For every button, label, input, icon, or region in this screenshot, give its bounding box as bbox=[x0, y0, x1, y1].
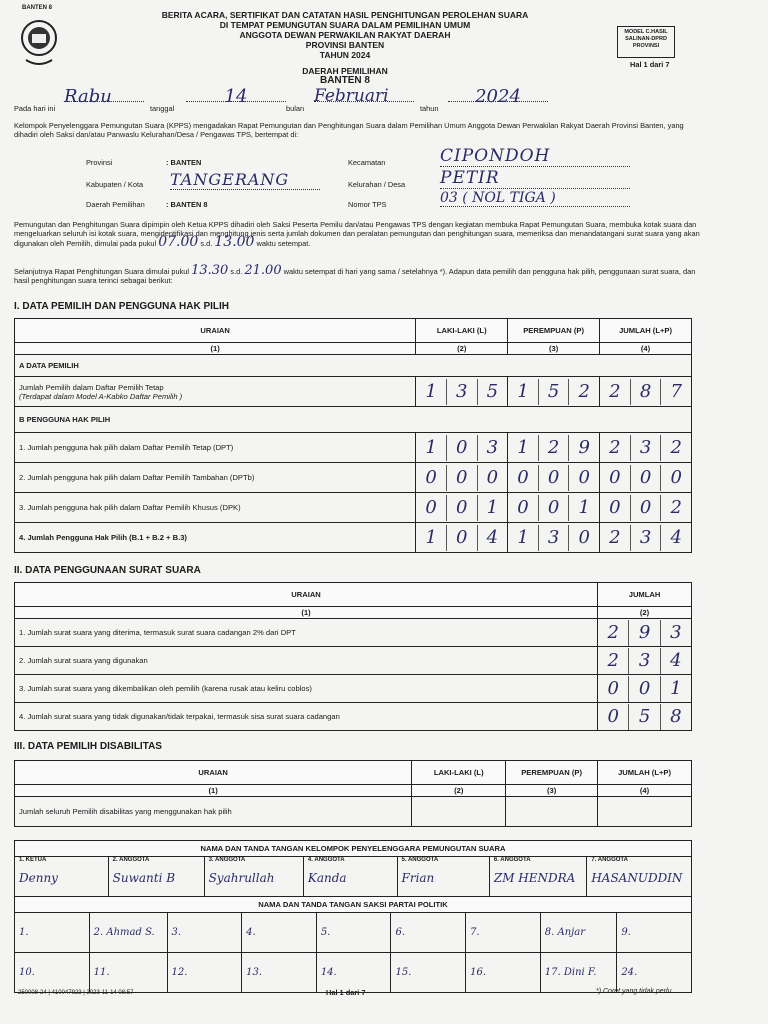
saksi-signature-table bbox=[14, 912, 692, 993]
intro-text: Kelompok Penyelenggara Pemungutan Suara (KPPS) mengadakan Rapat Pemungutan dan Penghitungan Suara dalam Pemilihan Umum Anggota Dewan Perwakilan Rakyat Daerah Provinsi Banten, yang dihadiri oleh Saksi dan/atau Panwaslu Kelurahan/Desa / Pengawas TPS, bertempat di: bbox=[14, 121, 684, 139]
row-b4-p-digits bbox=[508, 525, 599, 551]
page-number-top: Hal 1 dari 7 bbox=[630, 60, 670, 69]
paragraph-1 bbox=[14, 220, 704, 248]
kpps-role: 7. ANGGOTA bbox=[591, 857, 628, 863]
ss-row1-value bbox=[598, 619, 692, 647]
dapil-value: : BANTEN 8 bbox=[166, 200, 208, 209]
row-b1-l bbox=[416, 433, 508, 463]
kpps-role: 3. ANGGOTA bbox=[208, 857, 246, 863]
row-b1-label: 1. Jumlah pengguna hak pilih dalam Daftar Pemilih Tetap (DPT) bbox=[15, 433, 416, 463]
saksi-cell: 24. bbox=[617, 953, 692, 993]
row-b3-l bbox=[416, 493, 508, 523]
header-line-4: PROVINSI BANTEN bbox=[305, 40, 385, 50]
saksi-cell: 5. bbox=[316, 913, 391, 953]
digit-box: 3 bbox=[630, 525, 661, 551]
table-row bbox=[15, 647, 692, 675]
paragraph-2 bbox=[14, 263, 704, 285]
row-b3-label: 3. Jumlah pengguna hak pilih dalam Daftar Pemilih Khusus (DPK) bbox=[15, 493, 416, 523]
digit-box: 5 bbox=[538, 379, 569, 405]
pemilih-table bbox=[14, 318, 692, 553]
row-a-l bbox=[416, 377, 508, 407]
dis-sub-1: (1) bbox=[15, 785, 412, 797]
dis-sub-4: (4) bbox=[598, 785, 692, 797]
digit-box: 5 bbox=[628, 704, 659, 730]
kpps-signature: Suwanti B bbox=[112, 871, 176, 885]
ss-sub-1: (1) bbox=[15, 607, 598, 619]
footer-code: 250008-24 | 410047923 | 2023-11-14 08:57 bbox=[18, 990, 134, 996]
digit-box: 0 bbox=[607, 677, 619, 699]
kpps-role: 6. ANGGOTA bbox=[493, 857, 531, 863]
row-a-p-digits bbox=[508, 379, 599, 405]
digit-box: 1 bbox=[425, 380, 437, 402]
tps-label: Nomor TPS bbox=[348, 200, 387, 209]
dis-row-l bbox=[412, 797, 506, 827]
digit-box: 0 bbox=[538, 495, 569, 521]
table-row bbox=[15, 433, 692, 463]
ss-row3-digits bbox=[598, 676, 691, 702]
row-a-j-digits bbox=[600, 379, 691, 405]
tanggal-label: tanggal bbox=[150, 104, 175, 113]
digit-box: 1 bbox=[517, 436, 529, 458]
digit-box: 1 bbox=[477, 495, 508, 521]
saksi-cell: 4. bbox=[242, 913, 317, 953]
date-line bbox=[14, 86, 554, 120]
row-b2-j bbox=[600, 463, 692, 493]
row-a-line1: Jumlah Pemilih dalam Daftar Pemilih Tetap bbox=[19, 382, 164, 392]
kpps-title: NAMA DAN TANDA TANGAN KELOMPOK PENYELENGGARA PEMUNGUTAN SUARA bbox=[15, 841, 692, 857]
digit-box: 2 bbox=[609, 380, 621, 402]
kecamatan-value: CIPONDOH bbox=[440, 146, 630, 167]
dis-header-laki: LAKI-LAKI (L) bbox=[412, 761, 506, 785]
ss-header-uraian: URAIAN bbox=[15, 583, 598, 607]
row-b3-j-digits bbox=[600, 495, 691, 521]
count-start: 13.30 bbox=[191, 263, 229, 278]
daerah-value: BANTEN 8 bbox=[319, 75, 370, 86]
kpps-role: 4. ANGGOTA bbox=[307, 857, 345, 863]
dis-row-p bbox=[506, 797, 598, 827]
dapil-label: Daerah Pemilihan bbox=[86, 200, 145, 209]
digit-box: 0 bbox=[607, 705, 619, 727]
digit-box: 0 bbox=[517, 496, 529, 518]
digit-box: 0 bbox=[630, 495, 661, 521]
digit-box: 1 bbox=[425, 436, 437, 458]
dis-header-perempuan: PEREMPUAN (P) bbox=[506, 761, 598, 785]
saksi-cell: 6. bbox=[391, 913, 466, 953]
kpu-logo bbox=[18, 8, 60, 70]
kpps-member-6 bbox=[489, 857, 586, 897]
row-b1-j-digits bbox=[600, 435, 691, 461]
footer-page: Hal 1 dari 7 bbox=[326, 988, 366, 997]
kpps-member-2 bbox=[108, 857, 204, 897]
row-b3-p-digits bbox=[508, 495, 599, 521]
digit-box: 1 bbox=[517, 380, 529, 402]
provinsi-value: : BANTEN bbox=[166, 158, 202, 167]
ss-header-jumlah: JUMLAH bbox=[598, 583, 692, 607]
day-value: Rabu bbox=[64, 92, 144, 102]
table-row bbox=[15, 619, 692, 647]
section-a-title: I. DATA PEMILIH DAN PENGGUNA HAK PILIH bbox=[14, 301, 229, 312]
digit-box: 0 bbox=[425, 496, 437, 518]
saksi-row-2 bbox=[15, 953, 692, 993]
digit-box: 4 bbox=[477, 525, 508, 551]
digit-box: 3 bbox=[628, 648, 659, 674]
row-a-j bbox=[600, 377, 692, 407]
sub-1: (1) bbox=[15, 343, 416, 355]
disabilitas-table bbox=[14, 760, 692, 827]
ss-row3-label: 3. Jumlah surat suara yang dikembalikan oleh pemilih (karena rusak atau keliru coblos) bbox=[15, 675, 598, 703]
paragraph-1-text: Pemungutan dan Penghitungan Suara dipimpin oleh Ketua KPPS dihadiri oleh Saksi Peserta Pemilu dan/atau Pengawas TPS dengan kegiatan membuka Rapat Pemungutan Suara, membuka kotak suara dan mengeluarkan seluruh isi kotak suara, mengidentifikasi dan menghitung jenis serta jumlah dokumen dan peralatan pemungutan dan penghitungan suara, memeriksa dan menandatangani surat suara yang akan digunakan oleh Pemilih, dimulai pada pukul bbox=[14, 220, 700, 248]
table-row bbox=[15, 463, 692, 493]
digit-box: 1 bbox=[517, 526, 529, 548]
kpps-signature: Kanda bbox=[307, 871, 347, 885]
digit-box: 4 bbox=[660, 648, 691, 674]
bulan-label: bulan bbox=[286, 104, 305, 113]
digit-box: 3 bbox=[446, 379, 477, 405]
ss-row2-digits bbox=[598, 648, 691, 674]
kelurahan-label: Kelurahan / Desa bbox=[348, 180, 406, 189]
count-end: 21.00 bbox=[244, 263, 282, 278]
date-pre: Pada hari ini bbox=[14, 104, 56, 113]
kpps-signature: HASANUDDIN bbox=[591, 871, 683, 885]
ss-row4-digits bbox=[598, 704, 691, 730]
tanggal-value: 14 bbox=[186, 92, 286, 102]
kabupaten-label: Kabupaten / Kota bbox=[86, 180, 144, 189]
digit-box: 1 bbox=[425, 526, 437, 548]
digit-box: 2 bbox=[609, 436, 621, 458]
row-b2-p-digits bbox=[508, 465, 599, 491]
surat-suara-table bbox=[14, 582, 692, 731]
row-b1-l-digits bbox=[416, 435, 507, 461]
digit-box: 2 bbox=[660, 495, 691, 521]
row-b4-l bbox=[416, 523, 508, 553]
tps-value: 03 ( NOL TIGA ) bbox=[440, 190, 630, 207]
sd-label-2: s.d. bbox=[230, 267, 243, 276]
row-b4-label: 4. Jumlah Pengguna Hak Pilih (B.1 + B.2 + B.3) bbox=[15, 523, 416, 553]
table-row bbox=[15, 703, 692, 731]
dis-sub-2: (2) bbox=[412, 785, 506, 797]
ss-row4-label: 4. Jumlah surat suara yang tidak digunakan/tidak terpakai, termasuk sisa surat suara cadangan bbox=[15, 703, 598, 731]
kpps-member-7 bbox=[587, 857, 692, 897]
digit-box: 0 bbox=[446, 525, 477, 551]
paragraph-2-pre: Selanjutnya Rapat Penghitungan Suara dimulai pukul bbox=[14, 267, 190, 276]
saksi-cell: 14. bbox=[316, 953, 391, 993]
document-header bbox=[150, 10, 540, 86]
kpps-signature: ZM HENDRA bbox=[493, 871, 576, 885]
table-row bbox=[15, 797, 692, 827]
dis-sub-3: (3) bbox=[506, 785, 598, 797]
row-a-line2: (Terdapat dalam Model A-Kabko Daftar Pemilih ) bbox=[19, 391, 183, 401]
saksi-cell: 11. bbox=[89, 953, 167, 993]
footer-note: *) Coret yang tidak perlu bbox=[596, 988, 672, 995]
kpps-signature: Syahrullah bbox=[208, 871, 275, 885]
header-line-1: BERITA ACARA, SERTIFIKAT DAN CATATAN HASIL PENGHITUNGAN PEROLEHAN SUARA bbox=[161, 10, 529, 20]
sub-4: (4) bbox=[600, 343, 692, 355]
digit-box: 8 bbox=[630, 379, 661, 405]
digit-box: 0 bbox=[628, 676, 659, 702]
header-laki: LAKI-LAKI (L) bbox=[416, 319, 508, 343]
saksi-cell: 7. bbox=[466, 913, 541, 953]
digit-box: 0 bbox=[630, 465, 661, 491]
digit-box: 3 bbox=[660, 620, 691, 646]
digit-box: 3 bbox=[630, 435, 661, 461]
row-b4-l-digits bbox=[416, 525, 507, 551]
saksi-cell: 16. bbox=[466, 953, 541, 993]
row-b2-p bbox=[508, 463, 600, 493]
digit-box: 0 bbox=[446, 465, 477, 491]
digit-box: 3 bbox=[477, 435, 508, 461]
digit-box: 0 bbox=[609, 496, 621, 518]
digit-box: 2 bbox=[609, 526, 621, 548]
paragraph-1-end: waktu setempat. bbox=[256, 239, 311, 248]
digit-box: 2 bbox=[607, 621, 619, 643]
ss-sub-2: (2) bbox=[598, 607, 692, 619]
saksi-cell: 2. Ahmad S. bbox=[89, 913, 167, 953]
table-row bbox=[15, 493, 692, 523]
saksi-row-1 bbox=[15, 913, 692, 953]
digit-box: 1 bbox=[568, 495, 599, 521]
saksi-cell: 1. bbox=[15, 913, 90, 953]
row-a-label bbox=[15, 377, 416, 407]
tahun-label: tahun bbox=[420, 104, 439, 113]
ss-row2-value bbox=[598, 647, 692, 675]
digit-box: 0 bbox=[609, 466, 621, 488]
kelurahan-value: PETIR bbox=[440, 168, 630, 189]
kpps-role: 5. ANGGOTA bbox=[401, 857, 439, 863]
saksi-cell: 12. bbox=[167, 953, 242, 993]
row-b4-p bbox=[508, 523, 600, 553]
kpps-signature: Frian bbox=[401, 871, 435, 885]
digit-box: 0 bbox=[568, 465, 599, 491]
sub-3: (3) bbox=[508, 343, 600, 355]
digit-box: 0 bbox=[660, 465, 691, 491]
kpps-role: 2. ANGGOTA bbox=[112, 857, 150, 863]
kpps-row bbox=[15, 857, 692, 897]
kpps-role: 1. KETUA bbox=[19, 857, 47, 863]
sub-2: (2) bbox=[416, 343, 508, 355]
dis-row-label: Jumlah seluruh Pemilih disabilitas yang menggunakan hak pilih bbox=[15, 797, 412, 827]
saksi-cell: 10. bbox=[15, 953, 90, 993]
row-b3-p bbox=[508, 493, 600, 523]
digit-box: 0 bbox=[538, 465, 569, 491]
saksi-title: NAMA DAN TANDA TANGAN SAKSI PARTAI POLITIK bbox=[15, 897, 692, 913]
group-a: A DATA PEMILIH bbox=[15, 355, 692, 377]
header-perempuan: PEREMPUAN (P) bbox=[508, 319, 600, 343]
saksi-cell: 9. bbox=[617, 913, 692, 953]
kpps-signature-table bbox=[14, 840, 692, 913]
row-b3-l-digits bbox=[416, 495, 507, 521]
saksi-cell: 13. bbox=[242, 953, 317, 993]
digit-box: 2 bbox=[660, 435, 691, 461]
ss-row3-value bbox=[598, 675, 692, 703]
digit-box: 5 bbox=[477, 379, 508, 405]
dis-row-j bbox=[598, 797, 692, 827]
digit-box: 0 bbox=[568, 525, 599, 551]
row-a-p bbox=[508, 377, 600, 407]
row-a-l-digits bbox=[416, 379, 507, 405]
row-b4-j-digits bbox=[600, 525, 691, 551]
paragraph-2-post: waktu setempat di hari yang sama / setelahnya *). Adapun data pemilih dan pengguna hak pilih, penggunaan surat suara, dan hasil penghitungan suara terinci sebagai berikut: bbox=[14, 267, 696, 285]
digit-box: 4 bbox=[660, 525, 691, 551]
row-b3-j bbox=[600, 493, 692, 523]
sd-label: s.d. bbox=[200, 239, 213, 248]
bulan-value: Februari bbox=[314, 92, 414, 102]
time-end: 13.00 bbox=[214, 234, 255, 250]
kpps-member-5 bbox=[397, 857, 489, 897]
dis-header-uraian: URAIAN bbox=[15, 761, 412, 785]
digit-box: 1 bbox=[660, 676, 691, 702]
digit-box: 0 bbox=[446, 435, 477, 461]
ss-row1-digits bbox=[598, 620, 691, 646]
section-c-title: III. DATA PEMILIH DISABILITAS bbox=[14, 741, 162, 752]
row-b2-l-digits bbox=[416, 465, 507, 491]
kpps-member-1 bbox=[15, 857, 109, 897]
row-b2-l bbox=[416, 463, 508, 493]
digit-box: 0 bbox=[425, 466, 437, 488]
kabupaten-value: TANGERANG bbox=[170, 170, 320, 190]
digit-box: 2 bbox=[568, 379, 599, 405]
logo-text: BANTEN 8 bbox=[22, 5, 53, 11]
digit-box: 0 bbox=[517, 466, 529, 488]
row-b2-label: 2. Jumlah pengguna hak pilih dalam Daftar Pemilih Tambahan (DPTb) bbox=[15, 463, 416, 493]
row-b2-j-digits bbox=[600, 465, 691, 491]
row-b1-p bbox=[508, 433, 600, 463]
daerah-label: DAERAH PEMILIHAN bbox=[302, 66, 388, 76]
kpps-signature: Denny bbox=[19, 871, 58, 885]
digit-box: 9 bbox=[628, 620, 659, 646]
digit-box: 0 bbox=[446, 495, 477, 521]
saksi-cell: 17. Dini F. bbox=[540, 953, 617, 993]
kpps-member-3 bbox=[204, 857, 303, 897]
kpps-member-4 bbox=[303, 857, 397, 897]
table-row bbox=[15, 523, 692, 553]
table-row bbox=[15, 675, 692, 703]
time-start: 07.00 bbox=[158, 234, 199, 250]
saksi-cell: 3. bbox=[167, 913, 242, 953]
header-line-2: DI TEMPAT PEMUNGUTAN SUARA DALAM PEMILIHAN UMUM bbox=[219, 20, 471, 30]
header-uraian: URAIAN bbox=[15, 319, 416, 343]
digit-box: 7 bbox=[660, 379, 691, 405]
provinsi-label: Provinsi bbox=[86, 158, 113, 167]
digit-box: 9 bbox=[568, 435, 599, 461]
tahun-value: 2024 bbox=[448, 92, 548, 102]
saksi-cell: 8. Anjar bbox=[540, 913, 617, 953]
group-b: B PENGGUNA HAK PILIH bbox=[15, 407, 692, 433]
row-b4-j bbox=[600, 523, 692, 553]
header-jumlah: JUMLAH (L+P) bbox=[600, 319, 692, 343]
row-b1-j bbox=[600, 433, 692, 463]
saksi-cell: 15. bbox=[391, 953, 466, 993]
row-b1-p-digits bbox=[508, 435, 599, 461]
digit-box: 8 bbox=[660, 704, 691, 730]
digit-box: 3 bbox=[538, 525, 569, 551]
section-b-title: II. DATA PENGGUNAAN SURAT SUARA bbox=[14, 565, 201, 576]
digit-box: 0 bbox=[477, 465, 508, 491]
dis-header-jumlah: JUMLAH (L+P) bbox=[598, 761, 692, 785]
model-box: MODEL C.HASIL SALINAN-DPRD PROVINSI bbox=[617, 26, 675, 58]
ss-row4-value bbox=[598, 703, 692, 731]
ss-row1-label: 1. Jumlah surat suara yang diterima, termasuk surat suara cadangan 2% dari DPT bbox=[15, 619, 598, 647]
digit-box: 2 bbox=[538, 435, 569, 461]
header-line-5: TAHUN 2024 bbox=[319, 50, 371, 60]
kecamatan-label: Kecamatan bbox=[348, 158, 386, 167]
digit-box: 2 bbox=[607, 649, 619, 671]
header-line-3: ANGGOTA DEWAN PERWAKILAN RAKYAT DAERAH bbox=[239, 30, 451, 40]
ss-row2-label: 2. Jumlah surat suara yang digunakan bbox=[15, 647, 598, 675]
